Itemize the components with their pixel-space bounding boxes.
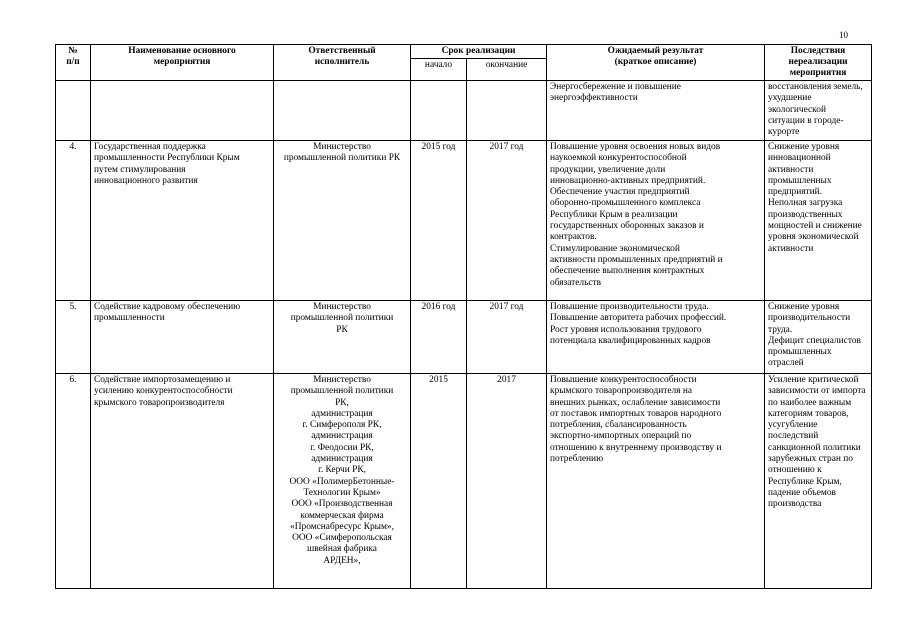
- row-executor: Министерство промышленной политики РК: [274, 301, 411, 374]
- header-consequences: Последствия нереализации мероприятия: [765, 45, 872, 81]
- row-result: Повышение конкурентоспособности крымского товаропроизводителя на внешних рынках, ослабление зависимости от поставок импортных товаров народного потребления, сбалансированность экспортно-импортных операций по отношению к внутреннему производству и потреблению: [547, 374, 765, 589]
- row-consequences: Снижение уровня инновационной активности промышленных предприятий. Неполная загрузка производственных мощностей и снижение уровня экономической активности: [765, 141, 872, 301]
- row-end: 2017: [467, 374, 547, 589]
- row-num: 4.: [56, 141, 91, 301]
- row-consequences: Снижение уровня производительности труда. Дефицит специалистов промышленных отраслей: [765, 301, 872, 374]
- row-start: 2016 год: [411, 301, 467, 374]
- row-executor: Министерство промышленной политики РК: [274, 141, 411, 301]
- row-consequences: Усиление критической зависимости от импорта по наиболее важным категориям товаров, усугубление последствий санкционной политики зарубежных стран по отношению к Республике Крым, падение объемов производства: [765, 374, 872, 589]
- header-result: Ожидаемый результат (краткое описание): [547, 45, 765, 81]
- row-executor: Министерство промышленной политики РК, администрация г. Симферополя РК, администрация г. Феодосии РК, администрация г. Керчи РК, ООО «ПолимерБетонные- Технологии Крым» ООО «Производственная коммерческая фирма «Промснабресурс Крым», ООО «Симферопольская швейная фабрика АРДЕН»,: [274, 374, 411, 589]
- header-period: Срок реализации: [411, 45, 547, 59]
- row-start: 2015: [411, 374, 467, 589]
- row-num: 5.: [56, 301, 91, 374]
- row-result: Энергосбережение и повышение энергоэффективности: [547, 81, 765, 141]
- row-result: Повышение производительности труда. Повышение авторитета рабочих профессий. Рост уровня использования трудового потенциала квалифицированных кадров: [547, 301, 765, 374]
- header-start: начало: [411, 59, 467, 81]
- table-row: [56, 81, 872, 141]
- row-consequences: восстановления земель, ухудшение экологической ситуации в городе- курорте: [765, 81, 872, 141]
- row-end: 2017 год: [467, 301, 547, 374]
- row-result: Повышение уровня освоения новых видов наукоемкой конкурентоспособной продукции, увеличение доли инновационно-активных предприятий. Обеспечение участия предприятий оборонно-промышленного комплекса Республики Крым в реализации государственных оборонных заказов и контрактов. Стимулирование экономической активности промышленных предприятий и обеспечение выполнения контрактных обязательств: [547, 141, 765, 301]
- page-number: 10: [839, 30, 848, 40]
- table-row: [56, 374, 872, 589]
- row-name: [91, 81, 274, 141]
- row-num: 6.: [56, 374, 91, 589]
- activities-table: [55, 44, 872, 589]
- row-executor: [274, 81, 411, 141]
- header-num: № п/п: [56, 45, 91, 81]
- header-name: Наименование основного мероприятия: [91, 45, 274, 81]
- row-start: 2015 год: [411, 141, 467, 301]
- table-row: [56, 301, 872, 374]
- row-end: 2017 год: [467, 141, 547, 301]
- header-end: окончание: [467, 59, 547, 81]
- row-name: Содействие кадровому обеспечению промышленности: [91, 301, 274, 374]
- row-start: [411, 81, 467, 141]
- header-executor: Ответственный исполнитель: [274, 45, 411, 81]
- row-num: [56, 81, 91, 141]
- table-row: [56, 141, 872, 301]
- row-name: Государственная поддержка промышленности Республики Крым путем стимулирования инновационного развития: [91, 141, 274, 301]
- row-end: [467, 81, 547, 141]
- row-name: Содействие импортозамещению и усилению конкурентоспособности крымского товаропроизводителя: [91, 374, 274, 589]
